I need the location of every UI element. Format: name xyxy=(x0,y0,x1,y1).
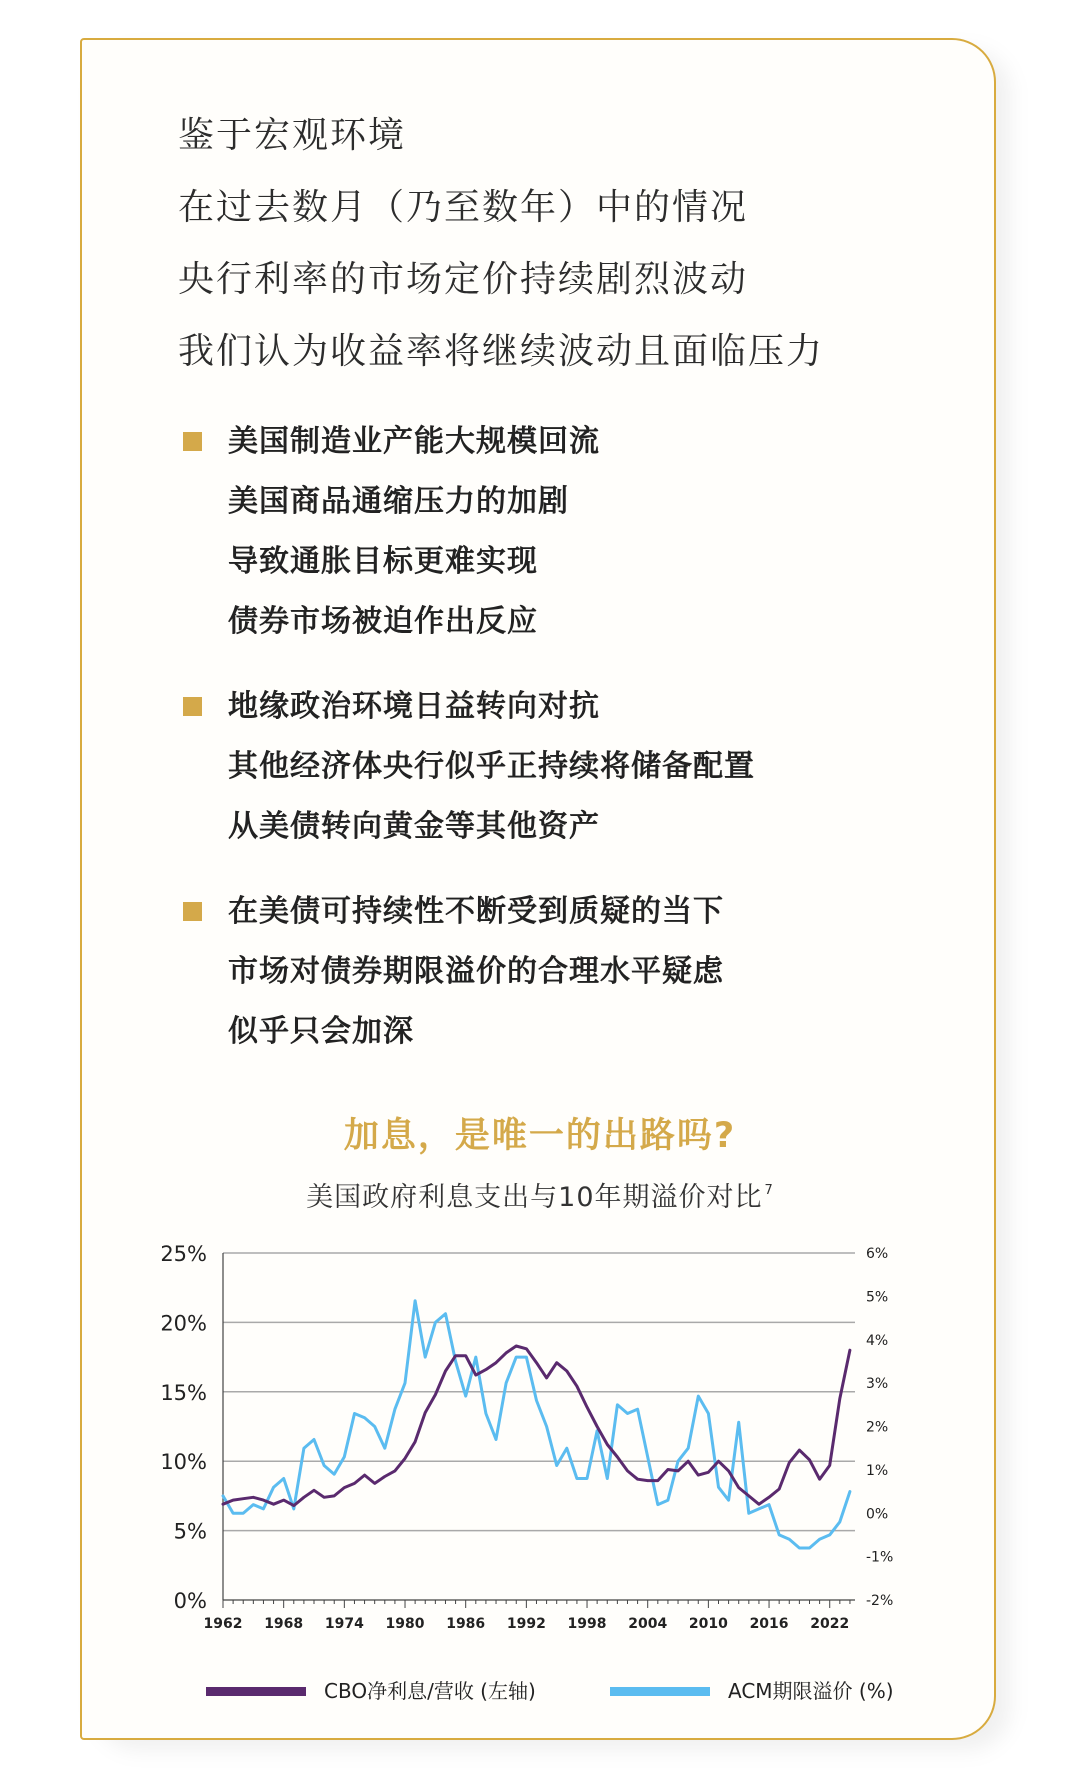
x-tick-label: 2016 xyxy=(749,1616,789,1632)
y-tick-label-left: 25% xyxy=(160,1242,207,1266)
y-tick-label-right: 3% xyxy=(866,1376,889,1393)
y-tick-label-right: -1% xyxy=(866,1549,894,1566)
y-tick-label-right: 1% xyxy=(866,1462,889,1479)
x-tick-label: 1992 xyxy=(506,1616,546,1632)
legend-label-acm: ACM期限溢价 (%) xyxy=(728,1679,894,1703)
series-line-cbo xyxy=(223,1346,850,1506)
x-tick-label: 2004 xyxy=(628,1616,668,1632)
x-tick-label: 1962 xyxy=(203,1616,243,1632)
y-tick-label-right: 5% xyxy=(866,1289,889,1306)
y-tick-label-right: -2% xyxy=(866,1593,894,1609)
chart-footnote-marker: 7 xyxy=(764,1183,774,1198)
x-tick-label: 2022 xyxy=(810,1616,850,1632)
x-tick-label: 1986 xyxy=(446,1616,486,1632)
x-tick-label: 2010 xyxy=(688,1616,728,1632)
bullet-text: 美国商品通缩压力的加剧 xyxy=(228,484,569,519)
y-tick-label-right: 6% xyxy=(866,1246,889,1262)
legend-swatch-cbo xyxy=(206,1687,306,1696)
x-tick-label: 1968 xyxy=(264,1616,304,1632)
series-line-acm xyxy=(223,1301,850,1548)
x-tick-label: 1974 xyxy=(324,1616,364,1632)
y-tick-label-right: 2% xyxy=(866,1419,889,1436)
y-tick-label-right: 0% xyxy=(866,1506,889,1523)
y-tick-label-right: 4% xyxy=(866,1332,889,1349)
intro-line: 我们认为收益率将继续波动且面临压力 xyxy=(178,331,825,372)
intro-line: 在过去数月（乃至数年）中的情况 xyxy=(178,187,749,228)
x-tick-label: 1980 xyxy=(385,1616,425,1632)
bullet-text: 从美债转向黄金等其他资产 xyxy=(228,809,600,844)
bullet-text: 导致通胀目标更难实现 xyxy=(228,544,538,579)
legend-swatch-acm xyxy=(610,1687,710,1696)
bullet-text: 似乎只会加深 xyxy=(228,1014,414,1049)
bullet-text: 地缘政治环境日益转向对抗 xyxy=(228,689,600,724)
bullet-text: 债券市场被迫作出反应 xyxy=(228,604,538,639)
chart-subtitle-text: 美国政府利息支出与10年期溢价对比 xyxy=(306,1182,763,1213)
intro-line: 央行利率的市场定价持续剧烈波动 xyxy=(178,259,749,300)
y-tick-label-left: 20% xyxy=(160,1311,207,1336)
bullet-text: 其他经济体央行似乎正持续将储备配置 xyxy=(228,749,755,784)
bullet-text: 美国制造业产能大规模回流 xyxy=(228,424,600,459)
bullet-text: 市场对债券期限溢价的合理水平疑虑 xyxy=(228,954,724,989)
bullet-text: 在美债可持续性不断受到质疑的当下 xyxy=(228,894,724,929)
y-tick-label-left: 15% xyxy=(160,1380,207,1405)
x-tick-label: 1998 xyxy=(567,1616,607,1632)
y-tick-label-left: 5% xyxy=(173,1519,207,1544)
chart-title: 加息，是唯一的出路吗? xyxy=(343,1116,737,1156)
legend-label-cbo: CBO净利息/营收 (左轴) xyxy=(324,1679,536,1703)
y-tick-label-left: 10% xyxy=(160,1450,207,1475)
y-tick-label-left: 0% xyxy=(173,1589,207,1613)
intro-line: 鉴于宏观环境 xyxy=(178,115,407,156)
